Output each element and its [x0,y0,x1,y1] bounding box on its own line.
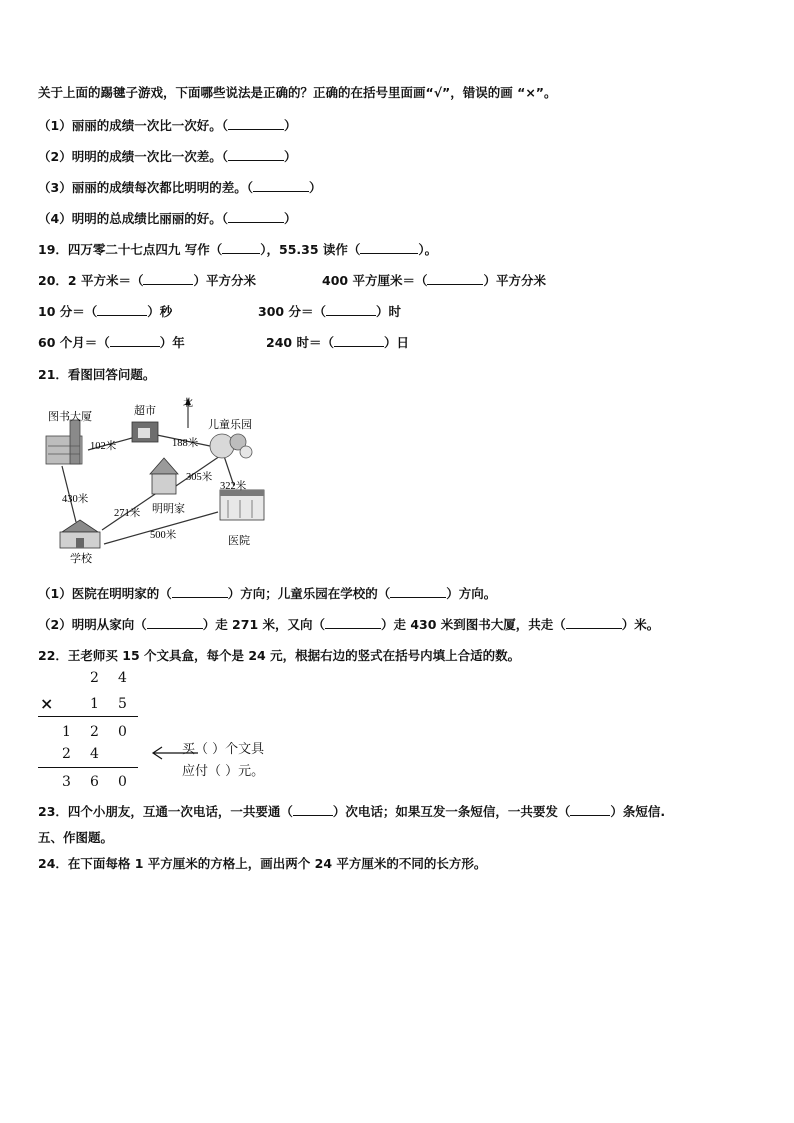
location-map [40,394,280,566]
statement-3 [38,178,321,196]
digit: 2 [90,670,99,686]
q21-text: （2）明明从家向（ [38,617,147,632]
q20-text: ）日 [383,335,409,350]
q20-text: 20．2 平方米＝（ [38,273,144,288]
hospital-label: 医院 [228,535,250,547]
digit: 4 [90,746,99,762]
q20-text: ）平方分米 [193,273,256,288]
statement-4 [38,209,296,227]
statement-text: （4）明明的总成绩比丽丽的好。（ [38,211,228,226]
answer-blank[interactable] [570,803,610,816]
q21-text: ）方向；儿童乐园在学校的（ [227,586,391,601]
digit: 0 [118,724,127,740]
question-20-row-2b [258,302,401,320]
home-label: 明明家 [152,503,185,515]
q23-text: ）条短信. [610,804,666,819]
q20-text: ）年 [159,335,185,350]
answer-blank[interactable] [143,272,193,285]
question-21-part-1 [38,584,496,602]
kick-shuttlecock-intro: 关于上面的踢毽子游戏，下面哪些说法是正确的？正确的在括号里面画“√”，错误的画 “×”。 [38,85,557,100]
distance-supermarket-park: 188米 [172,438,199,449]
answer-blank[interactable] [110,334,160,347]
q20-text: 60 个月＝（ [38,335,110,350]
question-21-part-2 [38,615,659,633]
digit: 1 [62,724,71,740]
q20-text: 10 分＝（ [38,304,98,319]
answer-blank[interactable] [228,210,284,223]
q20-text: ）时 [375,304,401,319]
answer-blank[interactable] [228,148,284,161]
distance-library-school: 430米 [62,494,89,505]
answer-blank[interactable] [147,616,203,629]
q21-text: ）走 271 米，又向（ [202,617,325,632]
question-21-title: 21．看图回答问题。 [38,367,156,382]
question-19 [38,240,437,258]
digit: 5 [118,696,127,712]
q20-text: ）平方分米 [483,273,546,288]
park-icon [210,434,252,458]
q19-text-a: 19．四万零二十七点四九 写作（ [38,242,223,257]
digit: 3 [62,774,71,790]
note-total-pay: 应付（ ）元。 [182,764,265,779]
question-20-row-3b [266,333,409,351]
statement-text: （2）明明的成绩一次比一次差。（ [38,149,228,164]
answer-blank[interactable] [334,334,384,347]
answer-blank[interactable] [427,272,483,285]
distance-home-park: 305米 [186,472,213,483]
question-20-row-1b [322,271,546,289]
q19-text-c: ）。 [418,242,438,257]
answer-blank[interactable] [566,616,622,629]
statement-close: ） [283,149,297,164]
note-buy-count: 买（ ）个文具 [182,742,265,757]
question-20-row-2 [38,302,172,320]
digit: 6 [90,774,99,790]
hospital-icon [220,490,264,520]
q23-text: 23．四个小朋友，互通一次电话，一共要通（ [38,804,293,819]
q20-text: 300 分＝（ [258,304,326,319]
distance-home-school: 271米 [114,508,141,519]
q20-text: 240 时＝（ [266,335,334,350]
answer-blank[interactable] [325,616,381,629]
digit: 4 [118,670,127,686]
q19-text-b: ），55.35 读作（ [260,242,361,257]
question-24: 24．在下面每格 1 平方厘米的方格上，画出两个 24 平方厘米的不同的长方形。 [38,856,487,871]
north-label: 北 [183,398,193,409]
digit: 2 [90,724,99,740]
answer-blank[interactable] [172,585,228,598]
school-label: 学校 [70,553,92,565]
q21-text: ）方向。 [446,586,497,601]
answer-blank[interactable] [228,117,284,130]
statement-2 [38,147,296,165]
supermarket-icon [132,422,158,442]
statement-text: （3）丽丽的成绩每次都比明明的差。（ [38,180,253,195]
question-22-title: 22．王老师买 15 个文具盒，每个是 24 元，根据右边的竖式在括号内填上合适的数。 [38,648,521,663]
supermarket-label: 超市 [134,405,156,417]
library-icon [46,420,82,464]
q20-text: ）秒 [147,304,173,319]
answer-blank[interactable] [293,803,333,816]
statement-close: ） [283,211,297,226]
answer-blank[interactable] [222,241,260,254]
distance-library-supermarket: 102米 [90,441,117,452]
q20-text: 400 平方厘米＝（ [322,273,428,288]
answer-blank[interactable] [97,303,147,316]
statement-close: ） [308,180,322,195]
q21-text: ）米。 [621,617,660,632]
digit: 0 [118,774,127,790]
answer-blank[interactable] [360,241,418,254]
school-icon [60,520,100,548]
q23-text: ）次电话；如果互发一条短信，一共要发（ [332,804,571,819]
distance-park-hospital: 322米 [220,481,247,492]
product-line-1 [38,716,138,717]
home-icon [150,458,178,494]
q21-text: （1）医院在明明家的（ [38,586,172,601]
q21-text: ）走 430 米到图书大厦，共走（ [381,617,566,632]
question-20-row-1 [38,271,256,289]
library-label: 图书大厦 [48,411,92,423]
digit: 2 [62,746,71,762]
section-5-heading: 五、作图题。 [38,830,114,845]
statement-close: ） [283,118,297,133]
question-20-row-3 [38,333,185,351]
statement-1 [38,116,296,134]
answer-blank[interactable] [326,303,376,316]
answer-blank[interactable] [390,585,446,598]
vertical-multiplication [38,666,318,796]
question-23 [38,802,665,820]
statement-text: （1）丽丽的成绩一次比一次好。（ [38,118,228,133]
distance-school-hospital: 500米 [150,530,177,541]
times-sign: × [40,694,54,713]
park-label: 儿童乐园 [208,419,252,431]
product-line-2 [38,767,138,768]
digit: 1 [90,696,99,712]
answer-blank[interactable] [253,179,309,192]
